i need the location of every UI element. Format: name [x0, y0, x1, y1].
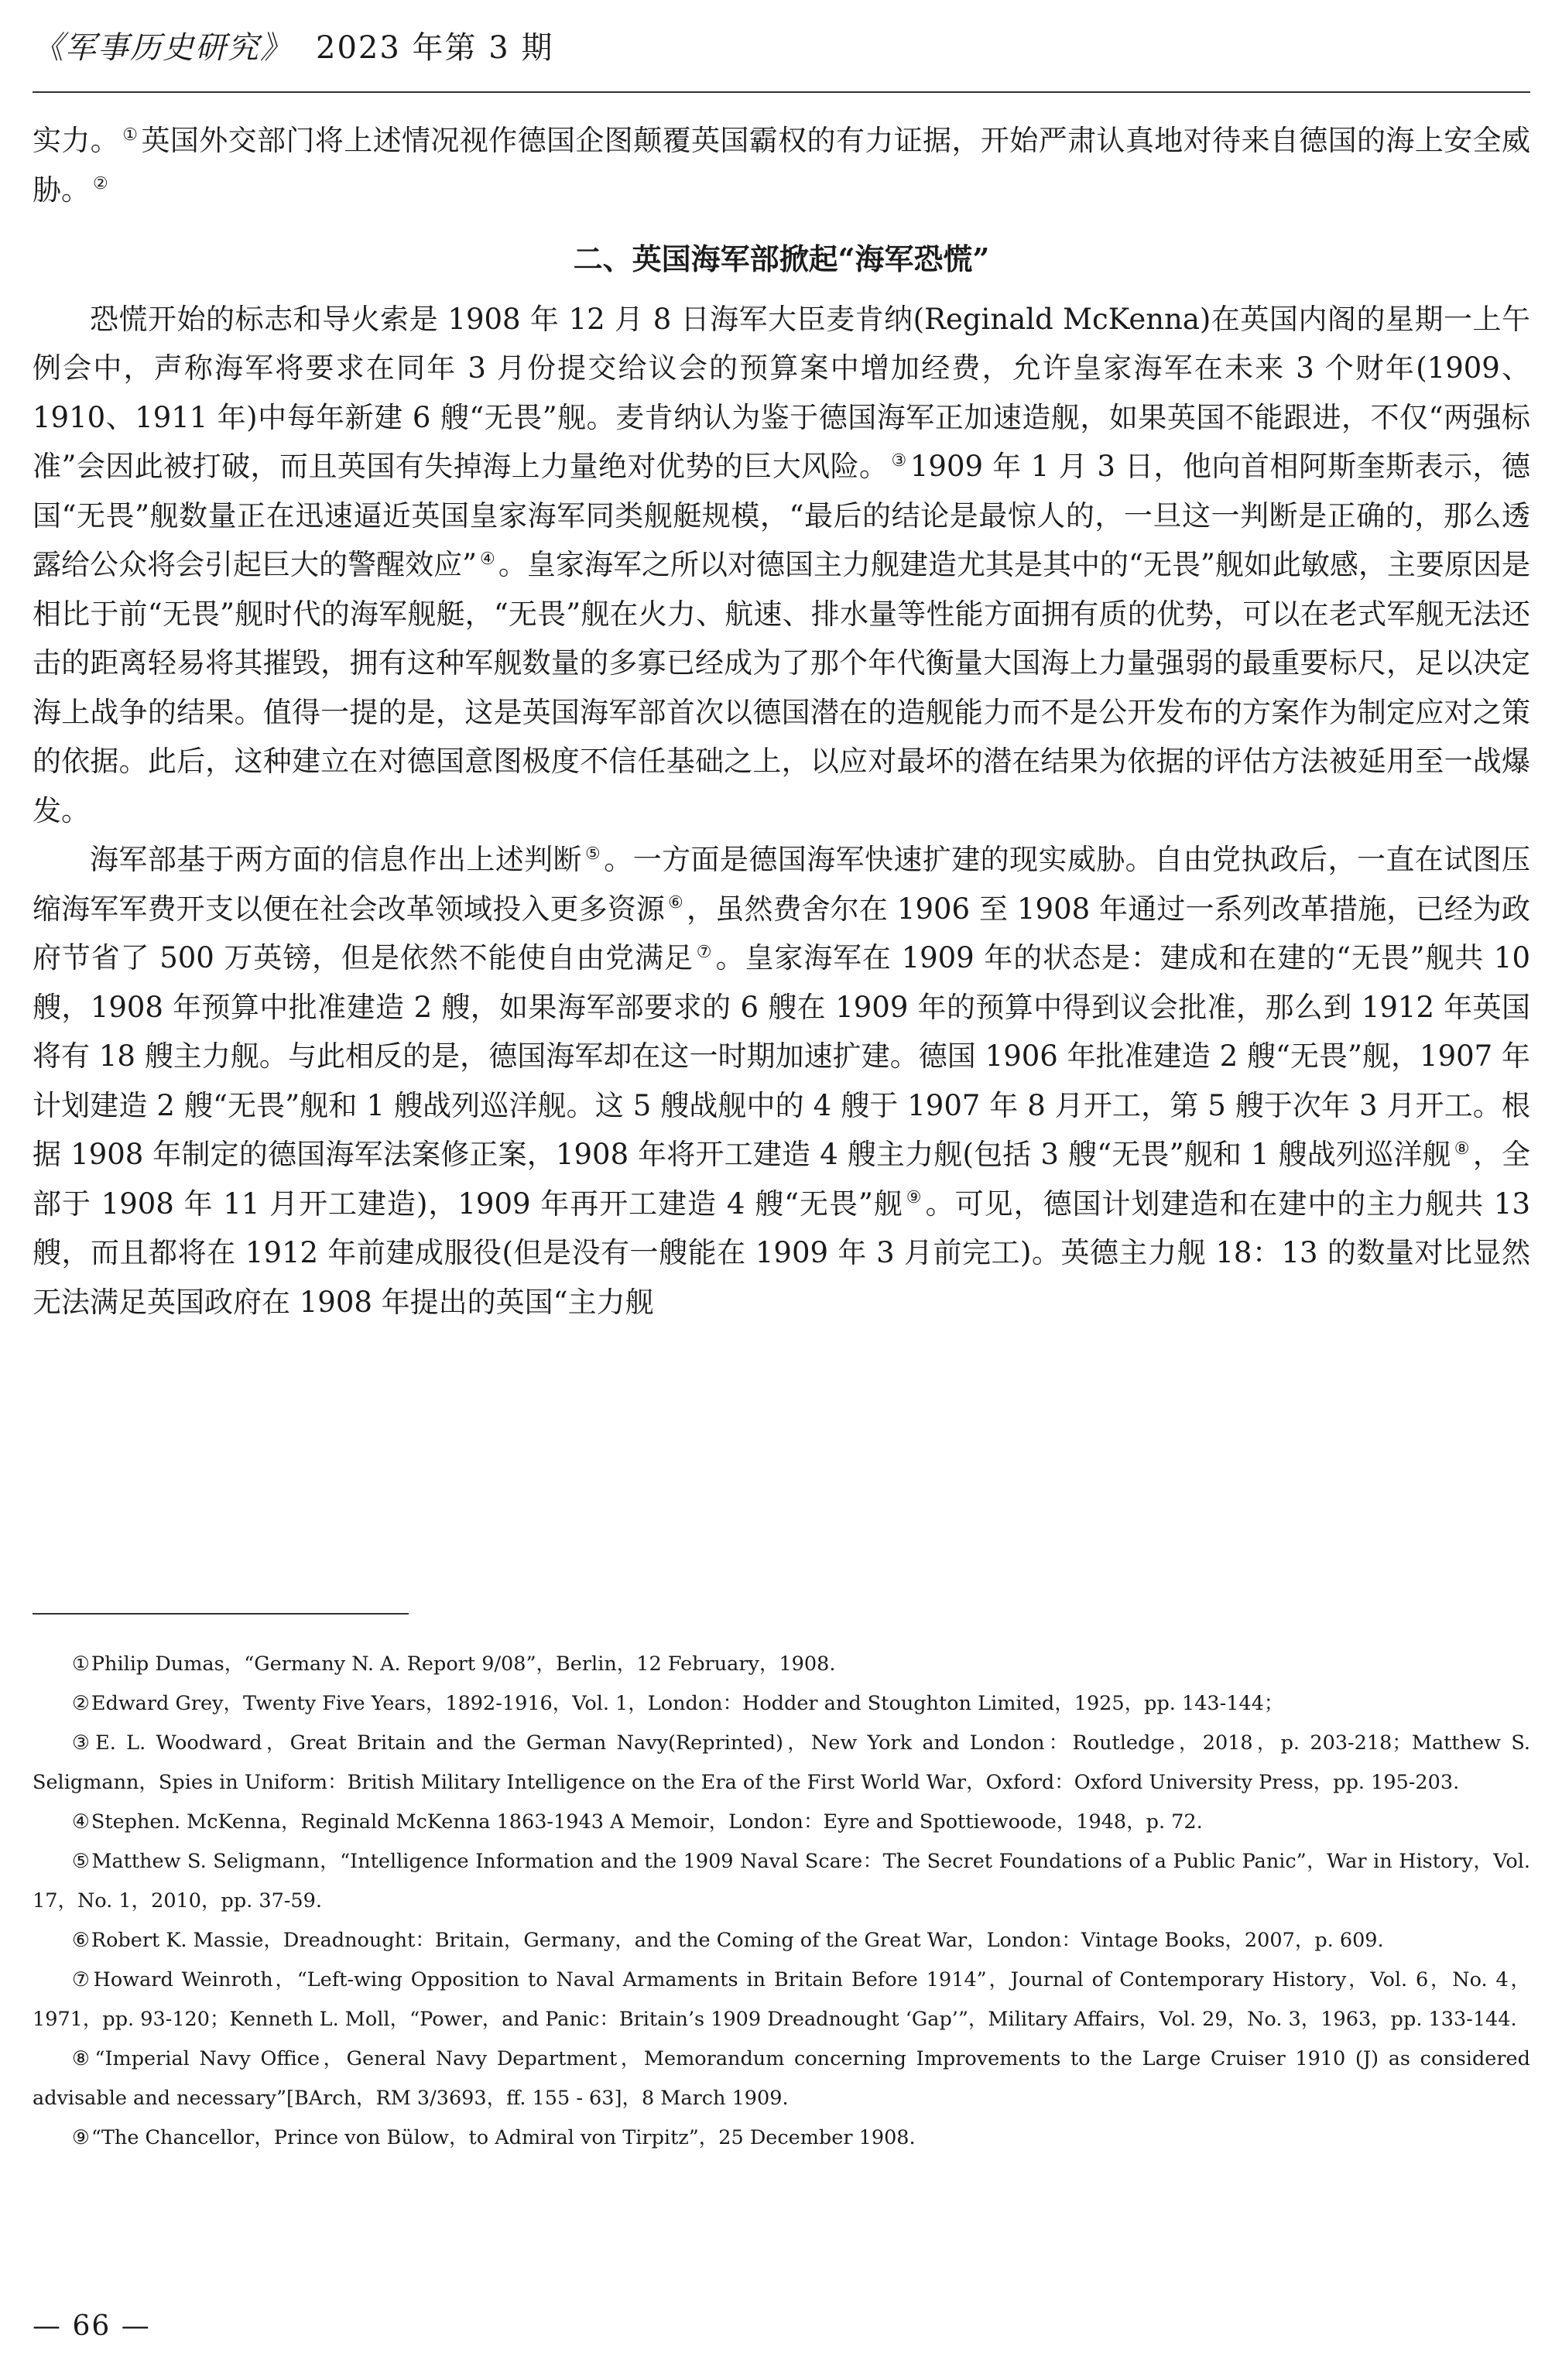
- footnote-ref-8[interactable]: ⑧: [1454, 1138, 1470, 1159]
- footnotes: [33, 1645, 1530, 2158]
- section-heading: 二、英国海军部掀起“海军恐慌”: [573, 241, 990, 276]
- paragraph-2: 海军部基于两方面的信息作出上述判断 ⑤ 。一方面是德国海军快速扩建的现实威胁。自由党执政后，一直在试图压缩海军军费开支以便在社会改革领域投入更多资源 ⑥ ，虽然费舍尔在 1906 至 1908 年通过一系列改革措施，已经为政府节省了 500 万英镑，但是依然不能使自由党满足 ⑦ 。皇家海军在 1909 年的状态是：建成和在建的“无畏”舰共 10 艘，1908 年预算中批准建造 2 艘，如果海军部要求的 6 艘在 1909 年的预算中得到议会批准，那么到 1912 年英国将有 18 艘主力舰。与此相反的是，德国海军却在这一时期加速扩建。德国 1906 年批准建造 2 艘“无畏”舰，1907 年计划建造 2 艘“无畏”舰和 1 艘战列巡洋舰。这 5 艘战舰中的 4 艘于 1907 年 8 月开工，第 5 艘于次年 3 月开工。根据 1908 年制定的德国海军法案修正案，1908 年将开工建造 4 艘主力舰(包括 3 艘“无畏”舰和 1 艘战列巡洋舰 ⑧ ，全部于 1908 年 11 月开工建造)，1909 年再开工建造 4 艘“无畏”舰 ⑨ 。可见，德国计划建造和在建中的主力舰共 13 艘，而且都将在 1912 年前建成服役(但是没有一艘能在 1909 年 3 月前完工)。英德主力舰 18：13 的数量对比显然无法满足英国政府在 1908 年提出的英国“主力舰: [33, 843, 1531, 1319]
- page-number: — 66 —: [33, 2310, 151, 2342]
- header-rule: [33, 91, 1530, 93]
- footnote-ref-4[interactable]: ④: [480, 548, 495, 569]
- footnote-ref-1[interactable]: ①: [122, 124, 139, 145]
- paragraph-1: 恐慌开始的标志和导火索是 1908 年 12 月 8 日海军大臣麦肯纳(Reginald McKenna)在英国内阁的星期一上午例会中，声称海军将要求在同年 3 月份提交给议会的预算案中增加经费，允许皇家海军在未来 3 个财年(1909、1910、1911 年)中每年新建 6 艘“无畏”舰。麦肯纳认为鉴于德国海军正加速造舰，如果英国不能跟进，不仅“两强标准”会因此被打破，而且英国有失掉海上力量绝对优势的巨大风险。 ③ 1909 年 1 月 3 日，他向首相阿斯奎斯表示，德国“无畏”舰数量正在迅速逼近英国皇家海军同类舰艇规模，“最后的结论是最惊人的，一旦这一判断是正确的，那么透露给公众将会引起巨大的警醒效应” ④ 。皇家海军之所以对德国主力舰建造尤其是其中的“无畏”舰如此敏感，主要原因是相比于前“无畏”舰时代的海军舰艇，“无畏”舰在火力、航速、排水量等性能方面拥有质的优势，可以在老式军舰无法还击的距离轻易将其摧毁，拥有这种军舰数量的多寡已经成为了那个年代衡量大国海上力量强弱的最重要标尺，足以决定海上战争的结果。值得一提的是，这是英国海军部首次以德国潜在的造舰能力而不是公开发布的方案作为制定应对之策的依据。此后，这种建立在对德国意图极度不信任基础之上，以应对最坏的潜在结果为依据的评估方法被延用至一战爆发。: [33, 302, 1530, 827]
- footnote-7: ⑦Howard Weinroth，“Left-wing Opposition to Naval Armaments in Britain Before 1914”，Journal of Contemporary History，Vol. 6，No. 4，1971，pp. 93-120；Kenneth L. Moll，“Power，and Panic：Britain’s 1909 Dreadnought ‘Gap’”，Military Affairs，Vol. 29，No. 3，1963，pp. 133-144.: [33, 1968, 1530, 2031]
- running-header: [33, 26, 1530, 70]
- footnote-8: ⑧“Imperial Navy Office，General Navy Department，Memorandum concerning Improvements to the Large Cruiser 1910 (J) as considered advisable and necessary”[BArch，RM 3/3693，ff. 155 - 63]，8 March 1909.: [33, 2047, 1530, 2110]
- journal-title: 《军事历史研究》: [33, 30, 293, 66]
- paragraph-continued: 实力。 ① 英国外交部门将上述情况视作德国企图颠覆英国霸权的有力证据，开始严肃认真地对待来自德国的海上安全威胁。 ②: [33, 124, 1530, 207]
- footnote-1: ①Philip Dumas，“Germany N. A. Report 9/08”，Berlin，12 February，1908.: [72, 1652, 836, 1676]
- article-body: [33, 116, 1530, 1327]
- issue-label: 2023 年第 3 期: [316, 30, 554, 66]
- footnote-ref-5[interactable]: ⑤: [584, 843, 601, 864]
- footnote-ref-3[interactable]: ③: [891, 450, 907, 471]
- footnote-rule: [33, 1613, 409, 1615]
- footnote-ref-7[interactable]: ⑦: [696, 941, 713, 962]
- footnote-ref-9[interactable]: ⑨: [906, 1187, 923, 1208]
- footnote-3: ③E. L. Woodward，Great Britain and the German Navy(Reprinted)，New York and London：Routledge，2018，p. 203-218；Matthew S. Seligmann，Spies in Uniform：British Military Intelligence on the Era of the First World War，Oxford：Oxford University Press，pp. 195-203.: [33, 1731, 1530, 1794]
- footnote-5: ⑤Matthew S. Seligmann，“Intelligence Information and the 1909 Naval Scare：The Secret Foundations of a Public Panic”，War in History，Vol. 17，No. 1，2010，pp. 37-59.: [33, 1850, 1530, 1913]
- footnote-9: ⑨“The Chancellor，Prince von Bülow，to Admiral von Tirpitz”，25 December 1908.: [72, 2126, 916, 2149]
- footnote-4: ④Stephen. McKenna，Reginald McKenna 1863-1943 A Memoir，London：Eyre and Spottiewoode，1948，p. 72.: [72, 1810, 1203, 1834]
- footnote-ref-6[interactable]: ⑥: [668, 892, 684, 913]
- footnote-2: ②Edward Grey，Twenty Five Years，1892-1916，Vol. 1，London：Hodder and Stoughton Limited，1925，pp. 143-144；: [72, 1692, 1284, 1715]
- footnote-ref-2[interactable]: ②: [93, 173, 108, 194]
- footnote-6: ⑥Robert K. Massie，Dreadnought：Britain，Germany，and the Coming of the Great War，London：Vintage Books，2007，p. 609.: [72, 1929, 1384, 1952]
